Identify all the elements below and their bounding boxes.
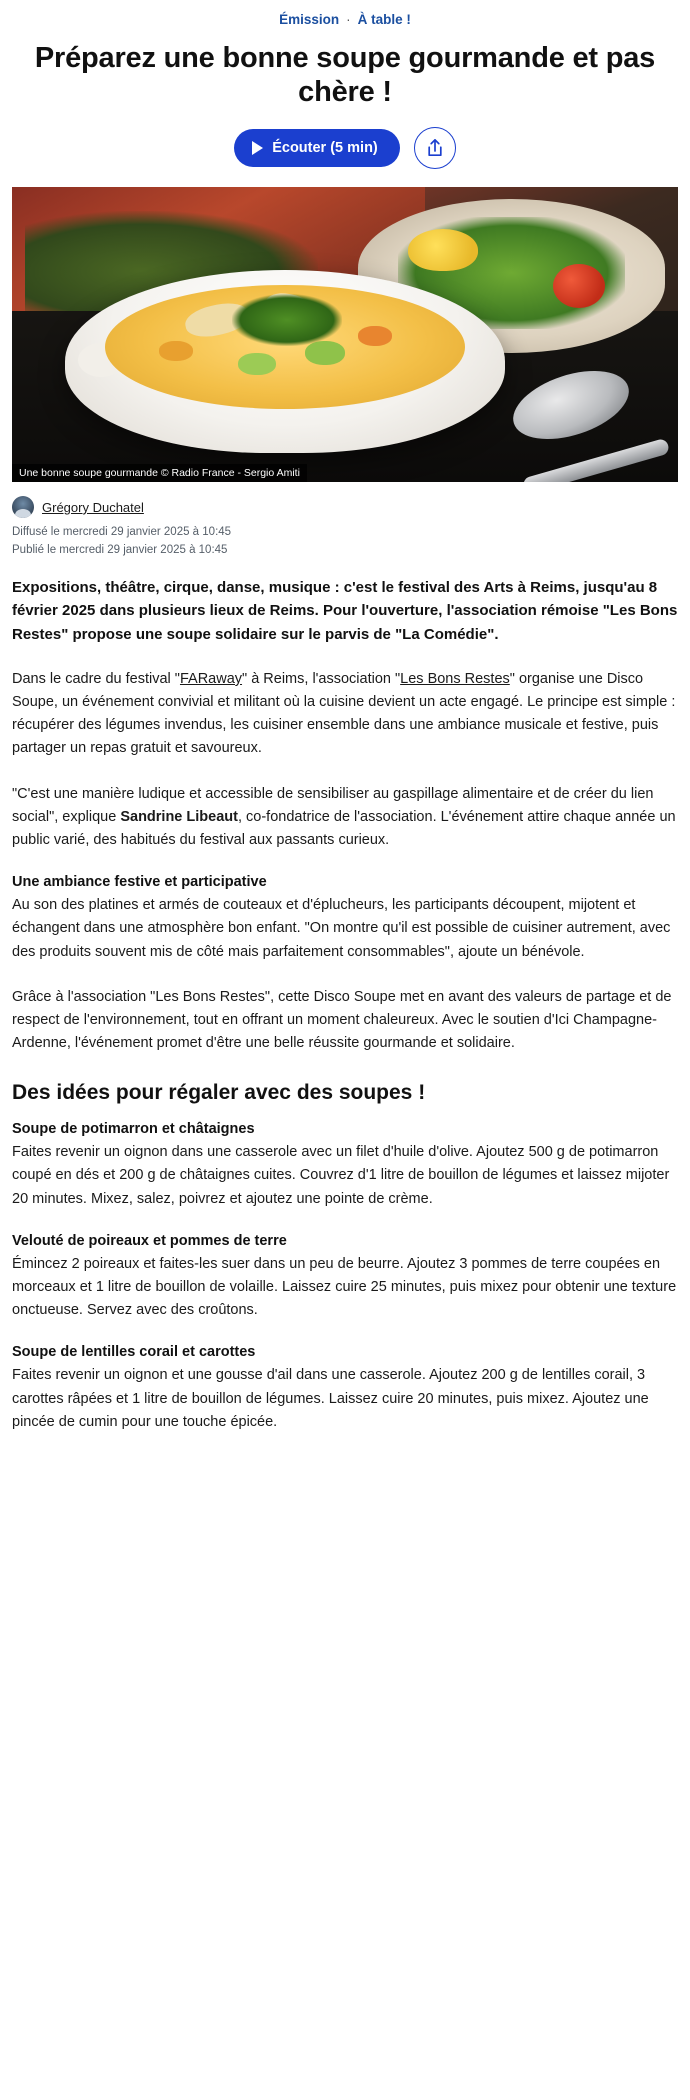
article-paragraph-1: [12, 668, 678, 761]
breadcrumb: [12, 0, 678, 37]
article-lede: Expositions, théâtre, cirque, danse, musique : c'est le festival des Arts à Reims, jusqu'au 8 février 2025 dans plusieurs lieux de Reims. Pour l'ouverture, l'association rémoise "Les Bons Restes" propose une soupe solidaire sur le parvis de "La Comédie".: [12, 579, 678, 643]
section-title-recipes: Des idées pour régaler avec des soupes !: [12, 1081, 426, 1105]
soup-illustration: [12, 187, 678, 482]
recipe-text: Faites revenir un oignon dans une casserole avec un filet d'huile d'olive. Ajoutez 500 g de potimarron coupé en dés et 200 g de châtaignes cuites. Couvrez d'1 litre de bouillon de légumes et laissez mijoter 20 minutes. Mixez, salez, poivrez et ajoutez une pointe de crème.: [12, 1144, 670, 1207]
broadcast-date: Diffusé le mercredi 29 janvier 2025 à 10:45: [12, 526, 232, 539]
image-caption: Une bonne soupe gourmande © Radio France - Sergio Amiti: [12, 464, 307, 482]
article-paragraph-3: Au son des platines et armés de couteaux et d'éplucheurs, les participants découpent, mijotent et échangent dans une atmosphère bon enfant. "On montre qu'il est possible de cuisiner autrement, avec des produits souvent mis de côté mais parfaitement consommables", ajoute un bénévole.: [12, 897, 671, 960]
paragraph-1-post: " organise une Disco Soupe, un événement convivial et militant où la cuisine devient un acte engagé. Le principe est simple : récupérer des légumes invendus, les cuisiner ensemble dans une ambiance musicale et festive, puis partager un repas gratuit et savoureux.: [12, 670, 676, 757]
paragraph-1-pre: Dans le cadre du festival ": [12, 670, 180, 687]
paragraph-2-post: , co-fondatrice de l'association. L'événement attire chaque année un public varié, des habitués du festival aux passants curieux.: [12, 808, 676, 848]
share-button[interactable]: [414, 127, 456, 169]
page-title: Préparez une bonne soupe gourmande et pas chère !: [34, 42, 656, 109]
author-link[interactable]: Grégory Duchatel: [42, 499, 144, 515]
recipe-text: Faites revenir un oignon et une gousse d'ail dans une casserole. Ajoutez 200 g de lentilles corail, 3 carottes râpées et 1 litre de bouillon de légumes. Laissez cuire 20 minutes, puis mixez. Ajoutez une pincée de cumin pour une touche épicée.: [12, 1367, 649, 1430]
recipe-item: [12, 1121, 678, 1211]
listen-button[interactable]: [234, 129, 400, 167]
article-hero-image: [12, 187, 678, 482]
share-icon: [426, 138, 444, 158]
recipe-title: Soupe de lentilles corail et carottes: [12, 1344, 256, 1361]
recipe-item: [12, 1344, 678, 1434]
link-faraway[interactable]: FARaway: [179, 670, 243, 687]
article-paragraph-2: [12, 783, 678, 853]
avatar: [12, 496, 34, 518]
byline: [12, 496, 678, 518]
article-dates: [12, 524, 678, 560]
recipe-title: Velouté de poireaux et pommes de terre: [12, 1232, 287, 1249]
quoted-person-name: Sandrine Libeaut: [120, 808, 238, 825]
breadcrumb-item-emission[interactable]: Émission: [279, 12, 340, 27]
paragraph-2-pre: "C'est une manière ludique et accessible de sensibiliser au gaspillage alimentaire et de créer du lien social", explique: [12, 785, 654, 825]
recipe-item: [12, 1233, 678, 1323]
article-paragraph-4: Grâce à l'association "Les Bons Restes", cette Disco Soupe met en avant des valeurs de partage et de respect de l'environnement, tout en offrant un moment chaleureux. Avec le soutien d'Ici Champagne-Ardenne, l'événement promet d'être une belle réussite gourmande et solidaire.: [12, 988, 672, 1052]
recipe-text: Émincez 2 poireaux et faites-les suer dans un peu de beurre. Ajoutez 3 pommes de terre coupées en morceaux et 1 litre de bouillon de volaille. Laissez cuire 25 minutes, puis mixez pour obtenir une texture onctueuse. Servez avec des croûtons.: [12, 1255, 677, 1319]
recipe-title: Soupe de potimarron et châtaignes: [12, 1121, 255, 1138]
link-les-bons-restes[interactable]: Les Bons Restes: [400, 670, 510, 687]
subheading-ambiance: Une ambiance festive et participative: [12, 874, 267, 891]
listen-button-label: Écouter (5 min): [272, 140, 378, 157]
publish-date: Publié le mercredi 29 janvier 2025 à 10:45: [12, 544, 228, 557]
play-icon: [252, 141, 263, 155]
article-actions: [12, 127, 678, 169]
paragraph-1-mid: " à Reims, l'association ": [242, 670, 401, 687]
breadcrumb-item-a-table[interactable]: À table !: [357, 12, 411, 27]
breadcrumb-separator: ·: [346, 12, 351, 27]
